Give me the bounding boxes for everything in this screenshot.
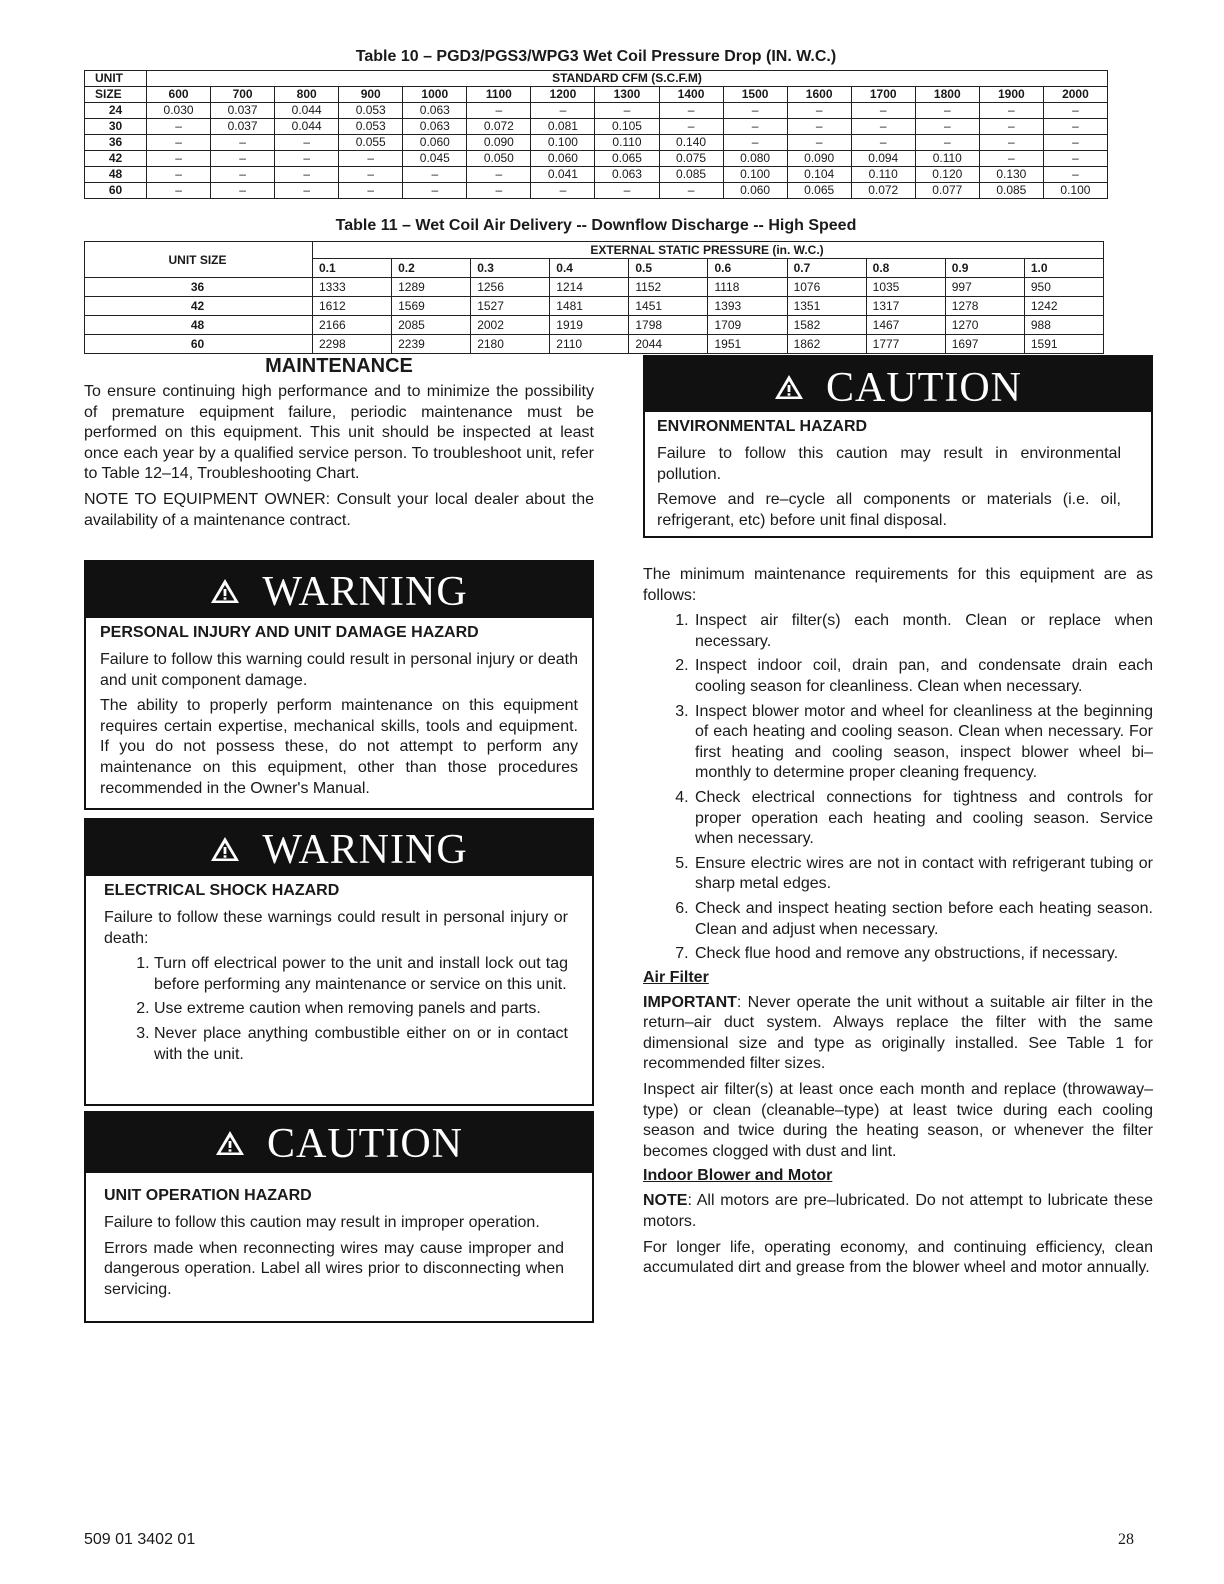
table11-cell: 1591	[1024, 335, 1103, 354]
table10-cell: 0.053	[339, 103, 403, 119]
table10-cell: –	[275, 151, 339, 167]
table11-esp-header: 0.7	[787, 259, 866, 278]
table11-cell: 2298	[313, 335, 392, 354]
warning-banner-text: WARNING	[262, 827, 468, 873]
table10-size-cell: 48	[85, 167, 147, 183]
table10-cell: 0.085	[979, 183, 1043, 199]
table10-cell: –	[403, 183, 467, 199]
air-filter-inspect: Inspect air filter(s) at least once each month and replace (throwaway–type) or clean (cleanable–type) at least twice during each cooling season and twice during the heating season, or whenever the filter becomes clogged with dust and lint.	[643, 1081, 1153, 1160]
table11-cell: 1527	[471, 297, 550, 316]
air-filter-important	[643, 993, 1153, 1075]
table10-cell: 0.072	[467, 119, 531, 135]
table10-cell: –	[275, 135, 339, 151]
doc-number: 509 01 3402 01	[84, 1531, 196, 1548]
table10-cell: 0.130	[979, 167, 1043, 183]
table10-cell: 0.110	[595, 135, 659, 151]
table10-cell: 0.105	[595, 119, 659, 135]
table10-cell: 0.100	[531, 135, 595, 151]
table11-cell: 950	[1024, 278, 1103, 297]
table10-cell: 0.065	[787, 183, 851, 199]
warning2-title: ELECTRICAL SHOCK HAZARD	[104, 882, 340, 899]
table10-cell: 0.120	[915, 167, 979, 183]
table10-cell: –	[147, 151, 211, 167]
list-item: 7. Check flue hood and remove any obstructions, if necessary.	[693, 944, 1153, 965]
table11-cell: 1467	[866, 316, 945, 335]
table-row	[85, 278, 1104, 297]
caution-unit-operation-box	[84, 1111, 594, 1323]
table10-cell: 0.063	[595, 167, 659, 183]
table11-cell: 2110	[550, 335, 629, 354]
table10-cell: 0.077	[915, 183, 979, 199]
maintenance-owner-note: NOTE TO EQUIPMENT OWNER: Consult your local dealer about the availability of a maintenance contract.	[84, 490, 594, 529]
table10-cell: –	[211, 135, 275, 151]
table10-cell: –	[851, 135, 915, 151]
warning-banner-text: WARNING	[262, 569, 468, 615]
table11-cell: 2239	[392, 335, 471, 354]
caution-triangle-icon	[215, 1130, 245, 1156]
table11-cell: 1035	[866, 278, 945, 297]
table10-cfm-header: 1000	[403, 87, 467, 103]
table10-cell: 0.045	[403, 151, 467, 167]
table11-esp-header: 0.5	[629, 259, 708, 278]
table10-cell: 0.104	[787, 167, 851, 183]
table10-cell: –	[339, 183, 403, 199]
table10-cfm-header: 1800	[915, 87, 979, 103]
caution1-title: UNIT OPERATION HAZARD	[104, 1187, 312, 1204]
table11-esp-header: 0.8	[866, 259, 945, 278]
table-row	[85, 135, 1108, 151]
table10-cell: –	[531, 183, 595, 199]
table11-cell: 1697	[945, 335, 1024, 354]
caution-triangle-icon	[774, 374, 804, 400]
table10	[84, 70, 1108, 199]
table11-cell: 1351	[787, 297, 866, 316]
table11-cell: 1118	[708, 278, 787, 297]
table10-cfm-header: 1100	[467, 87, 531, 103]
table10-cell: –	[403, 167, 467, 183]
table10-cfm-header: 2000	[1043, 87, 1107, 103]
page-number: 28	[1118, 1531, 1134, 1548]
table11-cell: 1242	[1024, 297, 1103, 316]
table11-cell: 1270	[945, 316, 1024, 335]
table11-esp-header: 0.4	[550, 259, 629, 278]
table-row	[85, 103, 1108, 119]
table10-cell: 0.090	[467, 135, 531, 151]
table10-cell: –	[979, 151, 1043, 167]
table11-esp-label: EXTERNAL STATIC PRESSURE (in. W.C.)	[313, 242, 1104, 259]
table10-title: Table 10 – PGD3/PGS3/WPG3 Wet Coil Pressure Drop (IN. W.C.)	[355, 48, 837, 65]
table10-size-cell: 30	[85, 119, 147, 135]
table10-cell: –	[723, 135, 787, 151]
table10-cell: 0.065	[595, 151, 659, 167]
table11-esp-header: 1.0	[1024, 259, 1103, 278]
table10-cell: 0.085	[659, 167, 723, 183]
table11-cell: 1481	[550, 297, 629, 316]
table11-cell: 1451	[629, 297, 708, 316]
table11-cell: 1709	[708, 316, 787, 335]
table10-cell: 0.094	[851, 151, 915, 167]
table10-cell: –	[211, 167, 275, 183]
table10-cell: 0.080	[723, 151, 787, 167]
table10-cell: –	[787, 119, 851, 135]
warning-personal-injury-box	[84, 560, 594, 810]
table10-cell: –	[147, 167, 211, 183]
table10-cell: –	[147, 135, 211, 151]
table11-cell: 2085	[392, 316, 471, 335]
table-row	[85, 316, 1104, 335]
table10-size-cell: 36	[85, 135, 147, 151]
table10-unit-label: UNIT	[85, 71, 147, 87]
table10-cell: –	[915, 119, 979, 135]
table11-size-cell: 48	[85, 316, 313, 335]
requirements-list	[643, 611, 1153, 965]
caution-banner-text: CAUTION	[267, 1121, 463, 1167]
warning-banner	[86, 820, 592, 876]
maintenance-heading: MAINTENANCE	[265, 355, 413, 377]
caution2-title: ENVIRONMENTAL HAZARD	[657, 418, 868, 435]
warning2-p1: Failure to follow these warnings could result in personal injury or death:	[104, 909, 568, 947]
requirements-intro: The minimum maintenance requirements for this equipment are as follows:	[643, 566, 1153, 604]
table11-cell: 1333	[313, 278, 392, 297]
table11-cell: 2166	[313, 316, 392, 335]
table11-esp-header: 0.9	[945, 259, 1024, 278]
table10-cell: –	[467, 103, 531, 119]
table11-cell: 1569	[392, 297, 471, 316]
table11-cell: 1862	[787, 335, 866, 354]
list-item: 6. Check and inspect heating section before each heating season. Clean and adjust when necessary.	[693, 899, 1153, 940]
caution1-p1: Failure to follow this caution may result in improper operation.	[104, 1214, 540, 1231]
warning-electrical-shock-box	[84, 818, 594, 1106]
table10-cell: 0.075	[659, 151, 723, 167]
warning-triangle-icon	[210, 836, 240, 862]
note-text: : All motors are pre–lubricated. Do not attempt to lubricate these motors.	[643, 1192, 1153, 1231]
warning-banner	[86, 562, 592, 618]
table10-cfm-header: 800	[275, 87, 339, 103]
table10-cell: 0.081	[531, 119, 595, 135]
important-label: IMPORTANT	[643, 993, 737, 1011]
table10-cell: 0.055	[339, 135, 403, 151]
table10-cell: –	[1043, 151, 1107, 167]
table10-cell: –	[979, 135, 1043, 151]
warning1-title: PERSONAL INJURY AND UNIT DAMAGE HAZARD	[100, 624, 479, 641]
list-item: 2. Inspect indoor coil, drain pan, and condensate drain each cooling season for cleanliness. Clean when necessary.	[693, 656, 1153, 697]
table10-cell: –	[147, 183, 211, 199]
table11-esp-header: 0.3	[471, 259, 550, 278]
table11-cell: 1777	[866, 335, 945, 354]
table10-cell: –	[1043, 119, 1107, 135]
table10-cell: 0.037	[211, 119, 275, 135]
table10-cfm-header: 600	[147, 87, 211, 103]
table11-cell: 1214	[550, 278, 629, 297]
table10-cell: –	[467, 167, 531, 183]
table10-cell: –	[723, 103, 787, 119]
table11-cell: 1278	[945, 297, 1024, 316]
table10-size-label: SIZE	[85, 87, 147, 103]
blower-note	[643, 1191, 1153, 1232]
caution1-p2: Errors made when reconnecting wires may cause improper and dangerous operation. Label all wires prior to disconnecting when servicing.	[104, 1239, 564, 1298]
table10-cell: –	[1043, 167, 1107, 183]
table10-cell: –	[915, 103, 979, 119]
list-item: 4. Check electrical connections for tightness and controls for proper operation each heating and cooling season. Service when necessary.	[693, 788, 1153, 850]
caution-environmental-box	[643, 355, 1153, 538]
table10-cell: –	[339, 167, 403, 183]
table10-cell: –	[659, 183, 723, 199]
table11-cell: 1582	[787, 316, 866, 335]
table11-cell: 2002	[471, 316, 550, 335]
table-row	[85, 119, 1108, 135]
table11-size-cell: 36	[85, 278, 313, 297]
table10-cell: –	[787, 135, 851, 151]
caution-banner	[86, 1113, 592, 1173]
caution2-p2: Remove and re–cycle all components or materials (i.e. oil, refrigerant, etc) before unit final disposal.	[657, 491, 1121, 529]
table10-size-cell: 60	[85, 183, 147, 199]
warning1-p1: Failure to follow this warning could result in personal injury or death and unit component damage.	[100, 651, 578, 689]
table10-cfm-header: 1200	[531, 87, 595, 103]
caution2-p1: Failure to follow this caution may result in environmental pollution.	[657, 445, 1121, 483]
table11-unit-size-label: UNIT SIZE	[85, 242, 313, 278]
table10-cfm-header: 700	[211, 87, 275, 103]
table11-esp-header: 0.6	[708, 259, 787, 278]
table10-cell: 0.140	[659, 135, 723, 151]
table11-size-cell: 42	[85, 297, 313, 316]
table10-cell: –	[467, 183, 531, 199]
table11	[84, 241, 1104, 354]
table10-cell: –	[275, 183, 339, 199]
table10-cell: 0.044	[275, 119, 339, 135]
table10-cell: 0.072	[851, 183, 915, 199]
table11-cell: 1256	[471, 278, 550, 297]
table10-cell: 0.050	[467, 151, 531, 167]
table10-cell: –	[851, 119, 915, 135]
table11-cell: 1393	[708, 297, 787, 316]
list-item: 5. Ensure electric wires are not in contact with refrigerant tubing or sharp metal edges.	[693, 854, 1153, 895]
table10-cell: –	[659, 103, 723, 119]
table10-size-cell: 42	[85, 151, 147, 167]
table10-cfm-label: STANDARD CFM (S.C.F.M)	[147, 71, 1108, 87]
table10-cell: –	[787, 103, 851, 119]
table11-esp-header: 0.2	[392, 259, 471, 278]
table10-cell: 0.053	[339, 119, 403, 135]
list-item: 1. Inspect air filter(s) each month. Clean or replace when necessary.	[693, 611, 1153, 652]
table10-cell: 0.110	[915, 151, 979, 167]
table10-cell: –	[595, 103, 659, 119]
table10-cell: 0.090	[787, 151, 851, 167]
table11-cell: 1951	[708, 335, 787, 354]
table10-cell: 0.063	[403, 119, 467, 135]
table11-cell: 2044	[629, 335, 708, 354]
table10-cell: –	[659, 119, 723, 135]
table11-title: Table 11 – Wet Coil Air Delivery -- Downflow Discharge -- High Speed	[335, 217, 857, 234]
table11-cell: 997	[945, 278, 1024, 297]
blower-cleaning: For longer life, operating economy, and continuing efficiency, clean accumulated dirt and grease from the blower wheel and motor annually.	[643, 1238, 1153, 1277]
table10-cell: –	[979, 119, 1043, 135]
table10-cell: 0.100	[1043, 183, 1107, 199]
table10-size-cell: 24	[85, 103, 147, 119]
table-row	[85, 167, 1108, 183]
table10-cfm-header: 1600	[787, 87, 851, 103]
table11-cell: 1289	[392, 278, 471, 297]
table10-cell: –	[723, 119, 787, 135]
table10-cell: 0.037	[211, 103, 275, 119]
table10-cell: –	[339, 151, 403, 167]
list-item: 3. Never place anything combustible either on or in contact with the unit.	[154, 1024, 568, 1065]
list-item: 2. Use extreme caution when removing panels and parts.	[154, 999, 568, 1020]
warning2-list	[104, 954, 568, 1065]
table10-cell: –	[595, 183, 659, 199]
blower-heading: Indoor Blower and Motor	[643, 1167, 833, 1185]
table10-cell: 0.060	[403, 135, 467, 151]
table11-cell: 1317	[866, 297, 945, 316]
table10-cell: –	[1043, 135, 1107, 151]
table10-cfm-header: 1500	[723, 87, 787, 103]
table10-cell: 0.044	[275, 103, 339, 119]
air-filter-heading: Air Filter	[643, 968, 709, 986]
table10-cell: –	[851, 103, 915, 119]
table10-cell: 0.110	[851, 167, 915, 183]
table10-cell: 0.100	[723, 167, 787, 183]
table10-cell: 0.041	[531, 167, 595, 183]
table10-cell: –	[979, 103, 1043, 119]
warning-triangle-icon	[210, 578, 240, 604]
table10-cfm-header: 900	[339, 87, 403, 103]
table10-cell: –	[531, 103, 595, 119]
table-row	[85, 335, 1104, 354]
important-text: : Never operate the unit without a suitable air filter in the return–air duct system. Always replace the filter with the same dimensional size and type as originally installed. See Table 1 for recommended filter sizes.	[643, 993, 1153, 1073]
table10-cell: –	[147, 119, 211, 135]
table10-cell: 0.060	[723, 183, 787, 199]
table11-cell: 1076	[787, 278, 866, 297]
table10-cell: –	[915, 135, 979, 151]
table11-cell: 988	[1024, 316, 1103, 335]
maintenance-intro: To ensure continuing high performance and to minimize the possibility of premature equipment failure, periodic maintenance must be performed on this equipment. This unit should be inspected at least once each year by a qualified service person. To troubleshoot unit, refer to Table 12–14, Troubleshooting Chart.	[84, 383, 594, 483]
table10-cfm-header: 1300	[595, 87, 659, 103]
list-item: 1. Turn off electrical power to the unit and install lock out tag before performing any maintenance or service on this unit.	[154, 954, 568, 995]
table-row	[85, 151, 1108, 167]
table10-cfm-header: 1400	[659, 87, 723, 103]
table10-cfm-header: 1900	[979, 87, 1043, 103]
table10-cell: 0.060	[531, 151, 595, 167]
table10-cell: 0.030	[147, 103, 211, 119]
caution-banner	[645, 357, 1151, 412]
table11-cell: 1798	[629, 316, 708, 335]
table-row	[85, 297, 1104, 316]
table-row	[85, 183, 1108, 199]
table11-cell: 2180	[471, 335, 550, 354]
table10-cell: –	[211, 151, 275, 167]
table10-cell: –	[211, 183, 275, 199]
note-label: NOTE	[643, 1192, 688, 1210]
table10-cfm-header: 1700	[851, 87, 915, 103]
table11-cell: 1919	[550, 316, 629, 335]
table11-cell: 1152	[629, 278, 708, 297]
table11-cell: 1612	[313, 297, 392, 316]
table10-cell: 0.063	[403, 103, 467, 119]
caution-banner-text: CAUTION	[826, 365, 1022, 411]
list-item: 3. Inspect blower motor and wheel for cleanliness at the beginning of each heating and cooling season. Clean when necessary. For first heating and cooling season, inspect blower wheel bi–monthly to determine proper cleaning frequency.	[693, 702, 1153, 784]
warning1-p2: The ability to properly perform maintenance on this equipment requires certain expertise, mechanical skills, tools and equipment. If you do not possess these, do not attempt to perform any maintenance on this equipment, other than those procedures recommended in the Owner's Manual.	[100, 697, 578, 797]
table11-esp-header: 0.1	[313, 259, 392, 278]
table11-size-cell: 60	[85, 335, 313, 354]
table10-cell: –	[1043, 103, 1107, 119]
table10-cell: –	[275, 167, 339, 183]
